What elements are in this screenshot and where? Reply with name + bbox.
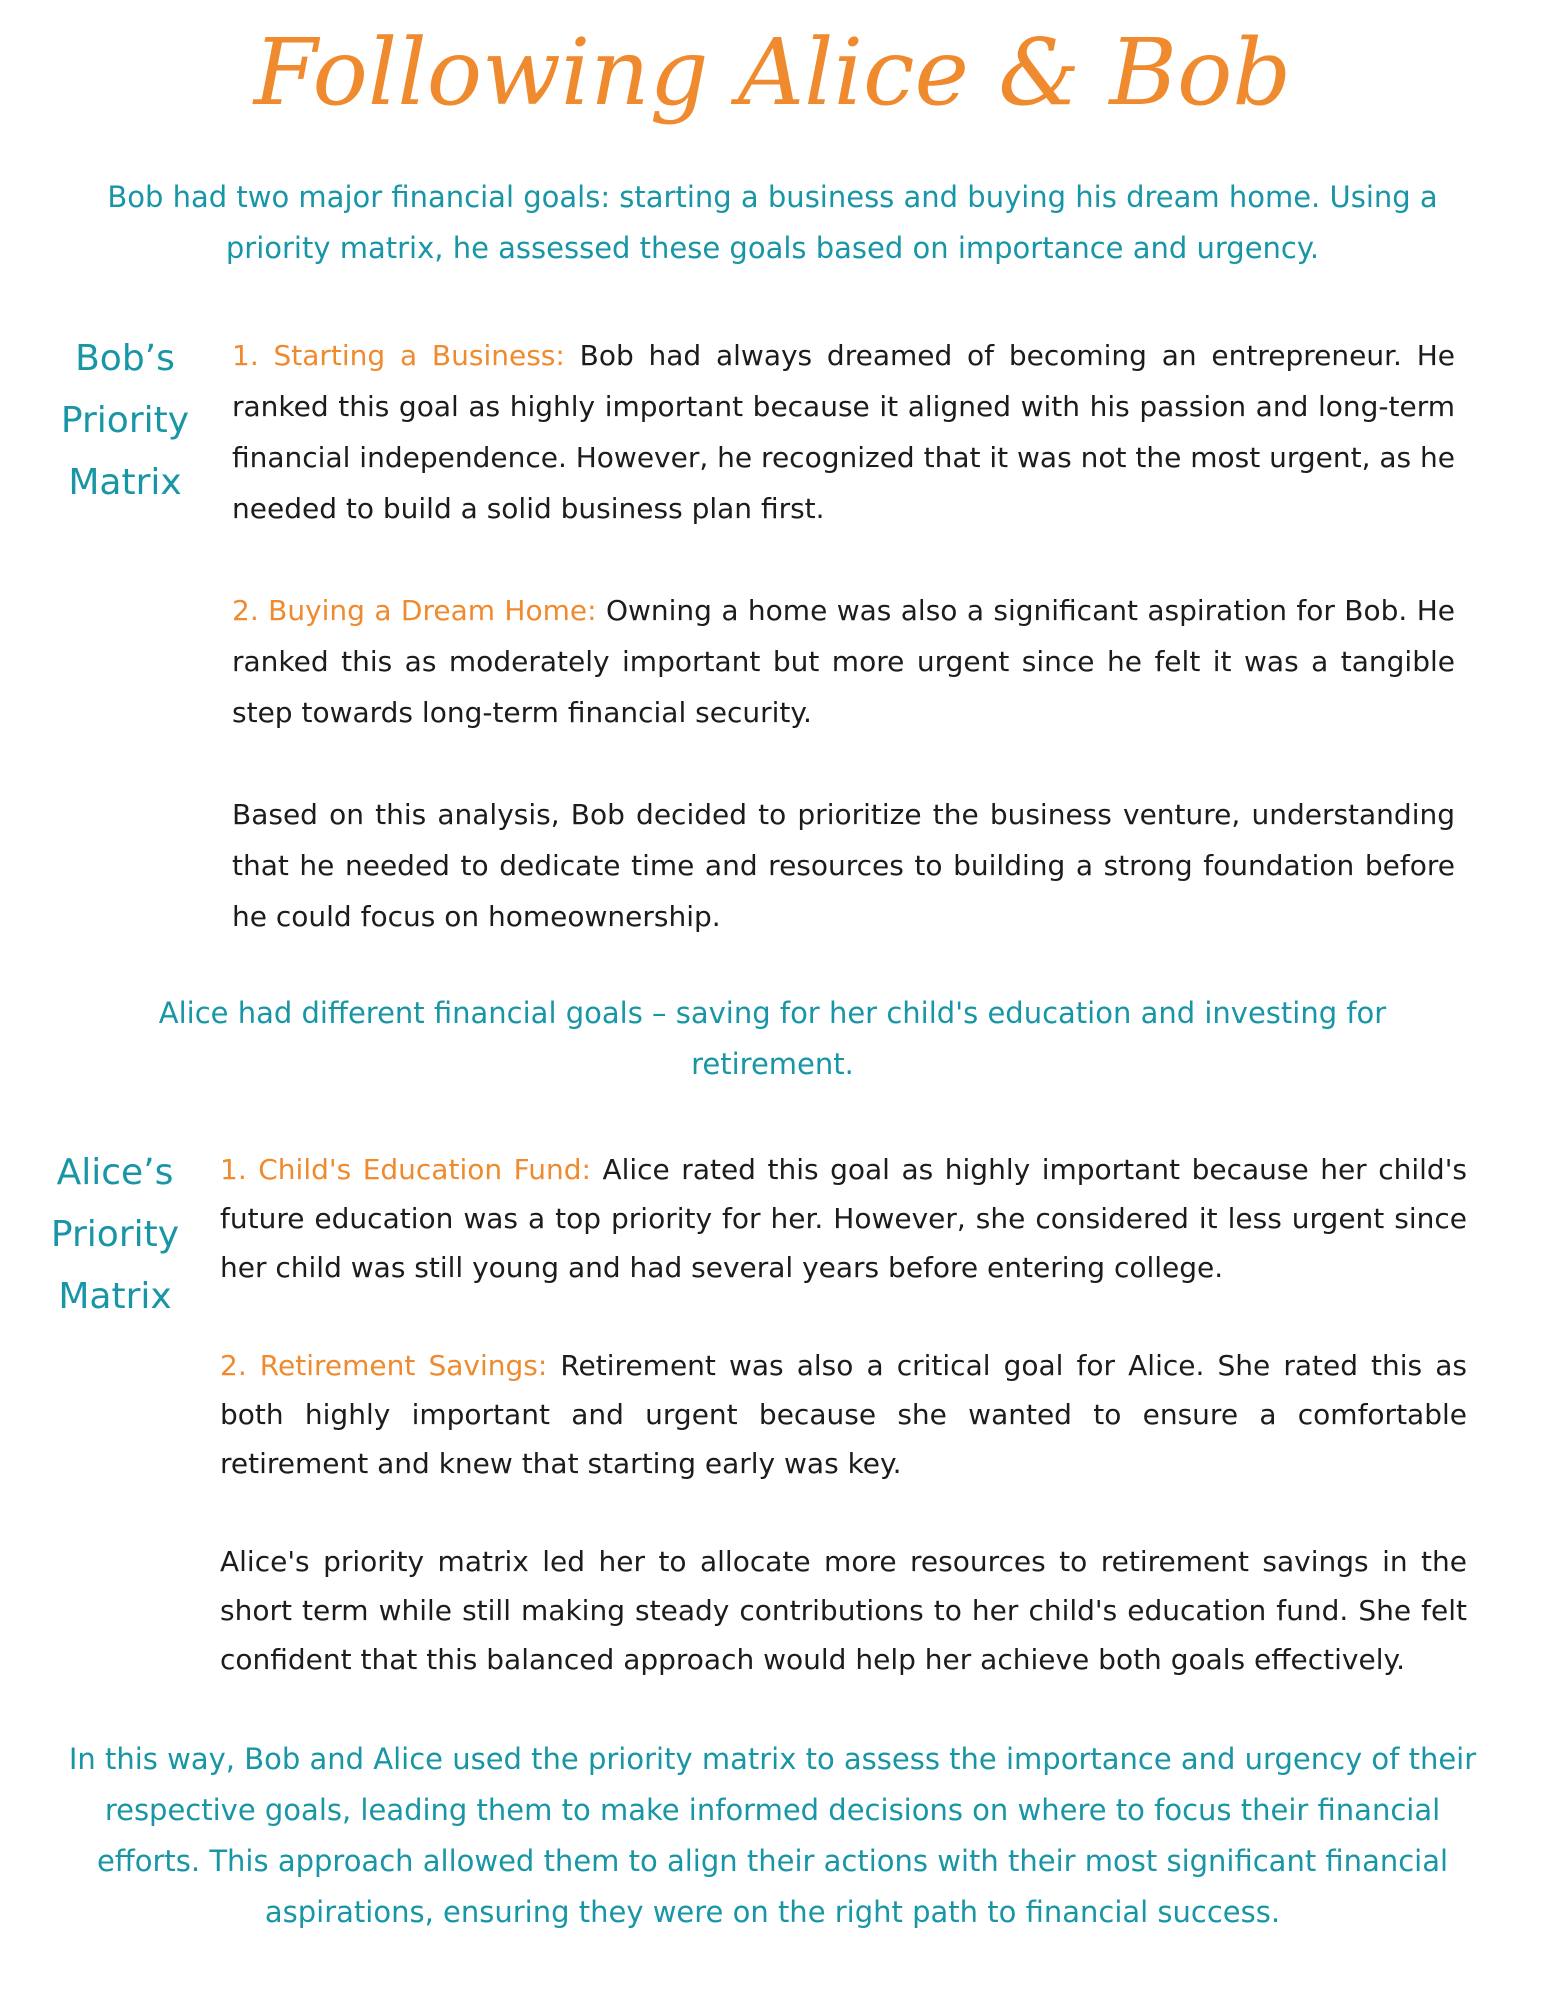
bob-goal-home-heading: 2. Buying a Dream Home: [232,594,597,627]
alice-label-line-2: Priority [50,1214,180,1255]
page-title: Following Alice & Bob [253,19,1292,126]
closing-summary: In this way, Bob and Alice used the priority matrix to assess the importance and urgency of their respective goals, leading them to make informed decisions on where to focus their financial efforts. This approach allowed them to align their actions with their most significant financial aspirations, ensuring they were on the right path to financial success. [68,1742,1477,1929]
bob-label-line-1: Bob’s [75,338,175,379]
bob-conclusion: Based on this analysis, Bob decided to prioritize the business venture, understanding that he needed to dedicate time and resources to building a strong foundation before he could focus on homeownership. [232,798,1455,933]
alice-goal-retirement [220,1341,1467,1488]
bob-goal-business-text: Bob had always dreamed of becoming an entrepreneur. He ranked this goal as highly important because it aligned with his passion and long-term financial independence. However, he recognized that it was not the most urgent, as he needed to build a solid business plan first. [232,339,1455,525]
alice-priority-matrix-label [20,1142,210,1328]
bob-intro: Bob had two major financial goals: starting a business and buying his dream home. Using a priority matrix, he assessed these goals based on importance and urgency. [107,180,1438,265]
bob-goal-home [232,585,1455,738]
alice-goal-education-text: Alice rated this goal as highly important because her child's future education was a top priority for her. However, she considered it less urgent since her child was still young and had several years before entering college. [220,1153,1467,1284]
alice-goal-education-heading: 1. Child's Education Fund: [220,1153,591,1186]
alice-intro: Alice had different financial goals – saving for her child's education and investing for retirement. [158,996,1387,1081]
bob-goal-business-heading: 1. Starting a Business: [232,339,565,372]
alice-label-line-1: Alice’s [56,1152,174,1193]
alice-goal-retirement-heading: 2. Retirement Savings: [220,1349,548,1382]
bob-label-line-2: Priority [60,400,190,441]
bob-section-body [232,330,1455,942]
alice-conclusion: Alice's priority matrix led her to allocate more resources to retirement savings in the short term while still making steady contributions to her child's education fund. She felt confident that this balanced approach would help her achieve both goals effectively. [220,1545,1467,1676]
alice-goal-retirement-text: Retirement was also a critical goal for Alice. She rated this as both highly important and urgent because she wanted to ensure a comfortable retirement and knew that starting early was key. [220,1349,1467,1480]
alice-goal-education [220,1145,1467,1292]
alice-label-line-3: Matrix [58,1276,172,1317]
alice-section-body [220,1145,1467,1684]
bob-goal-home-text: Owning a home was also a significant aspiration for Bob. He ranked this as moderately important but more urgent since he felt it was a tangible step towards long-term financial security. [232,594,1455,729]
bob-label-line-3: Matrix [68,462,182,503]
bob-goal-business [232,330,1455,534]
bob-priority-matrix-label [30,328,220,514]
